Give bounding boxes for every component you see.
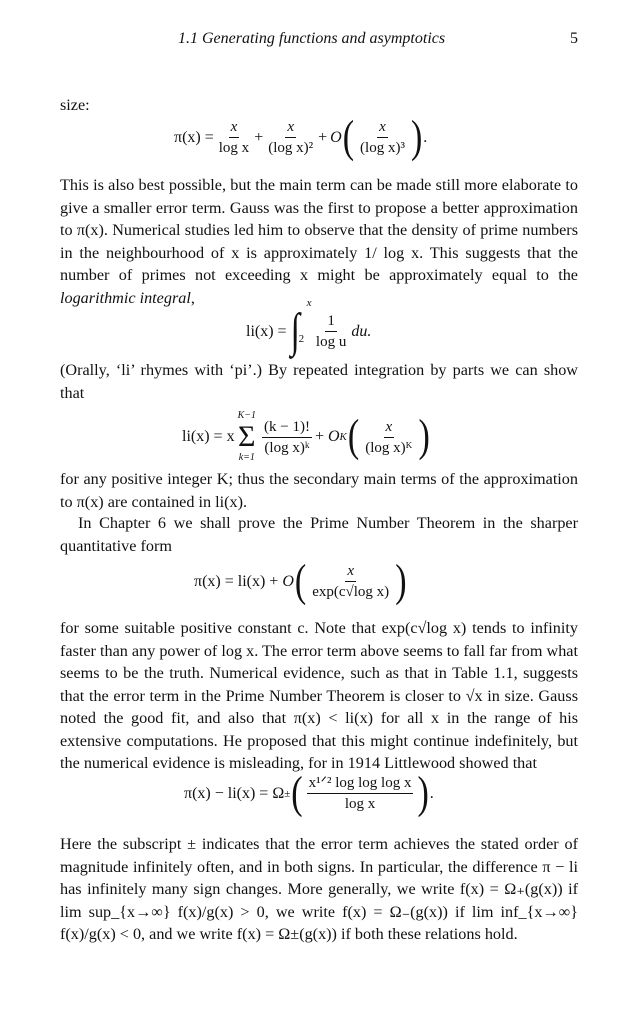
eq3-frac2: $\frac{x}{\text{(log x)ᴷ}}$ (365, 418, 413, 456)
eq1-frac3: $\frac{x}{\text{(log x)³}}$ (360, 119, 405, 156)
paragraph-chapter6: In Chapter 6 we shall prove the Prime Number Theorem in the sharper quantitative form (60, 514, 578, 555)
eq5-lhs: π(x) − li(x) = Ω (184, 784, 285, 802)
paragraph-suitable-constant: for some suitable positive constant c. Note that exp(c√log x) tends to infinity faster than any power of log x. The error term above seems to fall far from what seems to be the truth. Numerical evidence, such as that in Table 1.1, suggests that the error term in the Prime Number Theorem is closer to √x in size. Gauss noted the good fit, and also that π(x) < li(x) for all x in the range of his extensive computations. He proposed that this might continue indefinitely, but the numerical evidence is misleading, for in 1914 Littlewood showed that (60, 619, 578, 772)
eq4-lhs: π(x) = li(x) + (194, 572, 279, 590)
eq3-frac1: $\frac{(k - 1)!}{\text{(log x)ᵏ}}$ (264, 418, 310, 456)
eq5-frac: $\frac{\text{x¹ᐟ² log log log x}}{\text{log x}}$ (308, 775, 412, 812)
eq4-frac: $\frac{x}{\text{exp(c√log x)}}$ (312, 563, 390, 600)
eq2-frac: $\frac{1}{\text{log u}}$ (315, 313, 347, 350)
eq2-integral: ∫ x 2 (290, 296, 312, 357)
eq1-lhs: π(x) = (174, 128, 214, 146)
page-number: 5 (570, 30, 578, 47)
eq2-lhs: li(x) = (246, 322, 287, 340)
eq1-plus: + (254, 128, 264, 146)
eq1-frac1: $\frac{x}{\text{log x}}$ (218, 119, 250, 156)
paragraph-subscript: Here the subscript ± indicates that the error term achieves the stated order of magnitude infinitely often, and in both signs. In particular, the difference π − li has infinitely many sign changes. More generally, we write f(x) = Ω₊(g(x)) if lim sup_{x→∞} f(x)/g(x) > 0, we write f(x) = Ω₋(g(x)) if lim inf_{x→∞} f(x)/g(x) < 0, and we write f(x) = Ω±(g(x)) if both these relations hold. (60, 835, 578, 943)
paragraph-gauss: This is also best possible, but the main term can be made still more elaborate to give a smaller error term. Gauss was the first to propose a better approximation to π(x). Numerical studies led him to observe that the density of prime numbers in the neighbourhood of x is approximately 1/ log x. This suggests that the number of primes not exceeding x might be approximately equal to the logarithmic integral, (60, 176, 578, 307)
paragraph-orally: (Orally, ‘li’ rhymes with ‘pi’.) By repeated integration by parts we can show that (60, 361, 578, 402)
eq1-frac2: $\frac{x}{\text{(log x)²}}$ (268, 119, 314, 156)
running-title: 1.1 Generating functions and asymptotics (178, 30, 446, 47)
running-header (60, 30, 578, 50)
eq3-lhs: li(x) = x (182, 428, 235, 445)
eq1-rparen: ) (410, 111, 423, 162)
paragraph-size: size: (60, 96, 90, 114)
eq1-lparen: ( (342, 111, 355, 162)
eq3-sum: K−1 Σ k=1 (237, 410, 256, 463)
eq1-plus2: + (318, 128, 328, 146)
eq1-big-o: O (330, 128, 342, 146)
paragraph-positive-integer: for any positive integer K; thus the secondary main terms of the approximation to π(x) are contained in li(x). (60, 470, 578, 511)
